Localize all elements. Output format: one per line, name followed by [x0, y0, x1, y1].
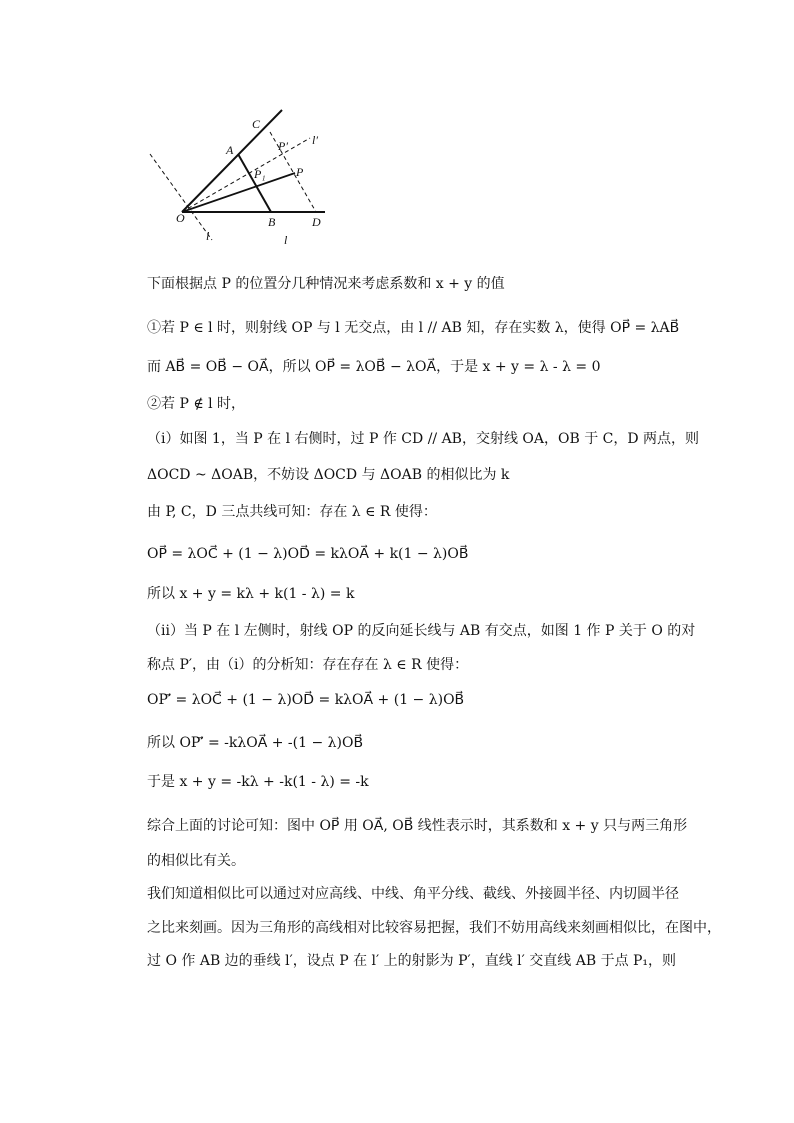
- label-p1: P₁: [254, 167, 266, 181]
- dashed-cd: [270, 132, 316, 212]
- ray-oc: [182, 110, 282, 212]
- dashed-l: [150, 154, 212, 240]
- text-line-7: 由 P, C，D 三点共线可知：存在 λ ∈ R 使得：: [147, 504, 437, 520]
- text-line-4: ②若 P ∉ l 时，: [147, 396, 246, 412]
- text-line-14: 于是 x + y = -kλ + -k(1 - λ) = -k: [147, 774, 369, 790]
- label-p-prime: P′: [278, 139, 288, 153]
- figure-svg: [140, 100, 340, 250]
- label-l-prime: l′: [312, 133, 318, 147]
- label-l-bottom: l: [284, 233, 288, 247]
- text-line-9: 所以 x + y = kλ + k(1 - λ) = k: [147, 586, 355, 602]
- text-line-13: 所以 OP′⃗ = -kλOA⃗ + -(1 − λ)OB⃗: [147, 735, 364, 751]
- text-line-15: 综合上面的讨论可知：图中 OP⃗ 用 OA⃗, OB⃗ 线性表示时，其系数和 x + y 只与两三角形: [147, 818, 688, 834]
- label-b: B: [268, 215, 276, 229]
- text-line-16: 的相似比有关。: [147, 853, 245, 869]
- text-line-5: （i）如图 1，当 P 在 l 右侧时，过 P 作 CD // AB，交射线 OA，OB 于 C，D 两点，则: [147, 431, 700, 447]
- label-c: C: [252, 117, 261, 131]
- text-line-6: ΔOCD ~ ΔOAB，不妨设 ΔOCD 与 ΔOAB 的相似比为 k: [147, 467, 510, 483]
- label-p: P: [296, 165, 304, 179]
- text-line-2: ①若 P ∈ l 时，则射线 OP 与 l 无交点，由 l // AB 知，存在实数 λ，使得 OP⃗ = λAB⃗: [147, 320, 680, 336]
- label-d: D: [312, 215, 321, 229]
- geometry-figure: [140, 100, 340, 250]
- text-line-19: 过 O 作 AB 边的垂线 l′，设点 P 在 l′ 上的射影为 P′，直线 l′ 交直线 AB 于点 P₁，则: [147, 953, 677, 969]
- text-line-11: 称点 P′，由（i）的分析知：存在存在 λ ∈ R 使得：: [147, 657, 469, 673]
- text-line-3: 而 AB⃗ = OB⃗ − OA⃗，所以 OP⃗ = λOB⃗ − λOA⃗，于是 x + y = λ - λ = 0: [147, 359, 601, 375]
- text-line-10: （ii）当 P 在 l 左侧时，射线 OP 的反向延长线与 AB 有交点，如图 1 作 P 关于 O 的对: [147, 623, 696, 639]
- text-line-17: 我们知道相似比可以通过对应高线、中线、角平分线、截线、外接圆半径、内切圆半径: [147, 886, 679, 902]
- label-a: A: [226, 143, 234, 157]
- text-line-1: 下面根据点 P 的位置分几种情况来考虑系数和 x + y 的值: [147, 276, 505, 292]
- label-o: O: [176, 211, 185, 225]
- label-l-lower: l: [206, 229, 210, 243]
- text-line-12: OP′⃗ = λOC⃗ + (1 − λ)OD⃗ = kλOA⃗ + (1 − λ)OB⃗: [147, 692, 465, 708]
- text-line-8: OP⃗ = λOC⃗ + (1 − λ)OD⃗ = kλOA⃗ + k(1 − λ)OB⃗: [147, 546, 469, 562]
- text-line-18: 之比来刻画。因为三角形的高线相对比较容易把握，我们不妨用高线来刻画相似比，在图中，: [147, 920, 721, 936]
